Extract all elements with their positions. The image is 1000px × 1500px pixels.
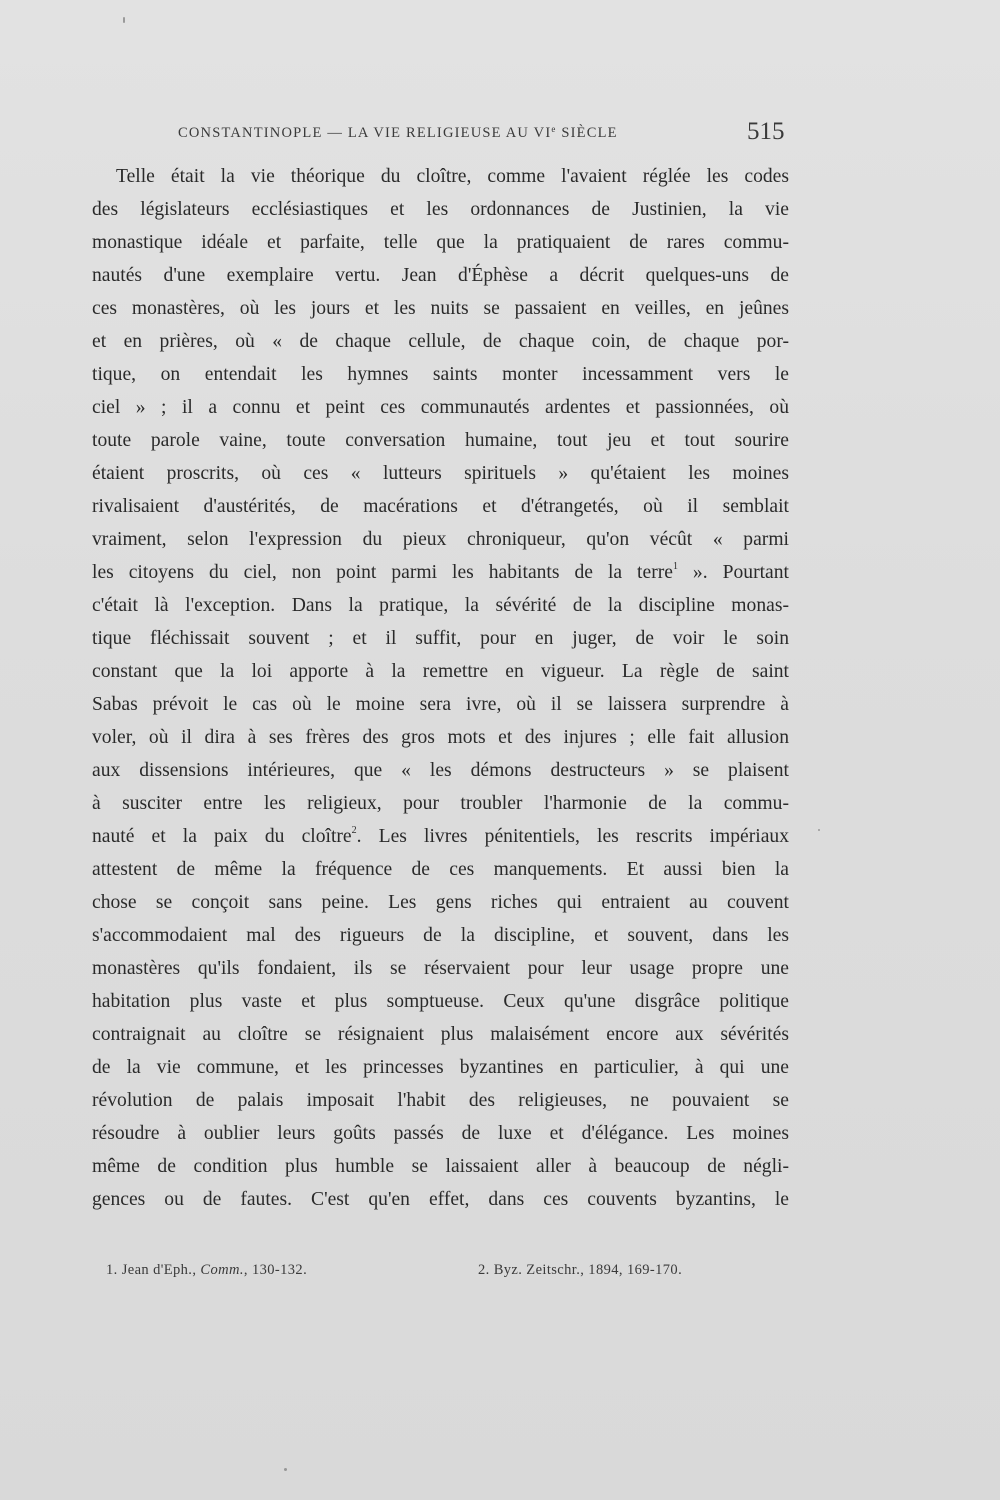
text-line-tail: ». Pourtant [677, 562, 789, 583]
text-line: attestent de même la fréquence de ces manquements. Et aussi bien la [92, 859, 789, 880]
text-line-tail: . Les livres pénitentiels, les rescrits impériaux [356, 826, 789, 847]
text-line: habitation plus vaste et plus somptueuse. Ceux qu'une disgrâce politique [92, 991, 789, 1012]
text-line: ciel » ; il a connu et peint ces communautés ardentes et passionnées, où [92, 397, 789, 418]
paper-speck [123, 17, 125, 23]
text-line: étaient proscrits, où ces « lutteurs spirituels » qu'étaient les moines [92, 463, 789, 484]
footnote-1-prefix: 1. Jean d'Eph., [106, 1262, 201, 1278]
text-line: tique, on entendait les hymnes saints monter incessamment vers le [92, 364, 789, 385]
running-title [178, 124, 618, 142]
text-line: Sabas prévoit le cas où le moine sera ivre, où il se laissera surprendre à [92, 694, 789, 715]
footnote-2: 2. Byz. Zeitschr., 1894, 169-170. [478, 1262, 683, 1278]
body-text [92, 160, 789, 1216]
text-line: contraignait au cloître se résignaient plus malaisément encore aux sévérités [92, 1024, 789, 1045]
text-line: monastique idéale et parfaite, telle que la pratiquaient de rares commu- [92, 232, 789, 253]
text-line: chose se conçoit sans peine. Les gens riches qui entraient au couvent [92, 892, 789, 913]
text-line: et en prières, où « de chaque cellule, de chaque coin, de chaque por- [92, 331, 789, 352]
footnote-1 [106, 1262, 307, 1279]
running-title-prefix: CONSTANTINOPLE — LA VIE RELIGIEUSE AU VI [178, 125, 552, 141]
text-line-lead: nauté et la paix du cloître [92, 826, 352, 847]
footnote-marker-1: 1 [672, 561, 678, 572]
text-line: nautés d'une exemplaire vertu. Jean d'Éphèse a décrit quelques-uns de [92, 265, 789, 286]
running-title-superscript: e [551, 124, 557, 134]
text-line: c'était là l'exception. Dans la pratique, la sévérité de la discipline monas- [92, 595, 789, 616]
text-line: de la vie commune, et les princesses byzantines en particulier, à qui une [92, 1057, 789, 1078]
page-number: 515 [747, 118, 785, 145]
text-line: même de condition plus humble se laissaient aller à beaucoup de négli- [92, 1156, 789, 1177]
text-line: révolution de palais imposait l'habit des religieuses, ne pouvaient se [92, 1090, 789, 1111]
text-line-lead: les citoyens du ciel, non point parmi les habitants de la terre [92, 562, 673, 583]
footnote-1-suffix: , 130-132. [243, 1262, 308, 1278]
text-line: Telle était la vie théorique du cloître, comme l'avaient réglée les codes [116, 166, 789, 187]
text-line: s'accommodaient mal des rigueurs de la discipline, et souvent, dans les [92, 925, 789, 946]
paper-speck [818, 829, 820, 831]
text-line: voler, où il dira à ses frères des gros mots et des injures ; elle fait allusion [92, 727, 789, 748]
text-line: des législateurs ecclésiastiques et les ordonnances de Justinien, la vie [92, 199, 789, 220]
text-line-with-note-2 [92, 820, 789, 853]
text-line: tique fléchissait souvent ; et il suffit, pour en juger, de voir le soin [92, 628, 789, 649]
paper-speck [284, 1468, 287, 1471]
text-line: rivalisaient d'austérités, de macérations et d'étrangetés, où il semblait [92, 496, 789, 517]
text-line: à susciter entre les religieux, pour troubler l'harmonie de la commu- [92, 793, 789, 814]
text-line: constant que la loi apporte à la remettre en vigueur. La règle de saint [92, 661, 789, 682]
text-line-with-note-1 [92, 556, 789, 589]
text-line: résoudre à oublier leurs goûts passés de luxe et d'élégance. Les moines [92, 1123, 789, 1144]
text-line: gences ou de fautes. C'est qu'en effet, dans ces couvents byzantins, le [92, 1189, 789, 1210]
running-header [0, 118, 1000, 152]
text-line: vraiment, selon l'expression du pieux chroniqueur, qu'on vécût « parmi [92, 529, 789, 550]
text-line: aux dissensions intérieures, que « les démons destructeurs » se plaisent [92, 760, 789, 781]
footnote-marker-2: 2 [351, 825, 357, 836]
text-line: ces monastères, où les jours et les nuits se passaient en veilles, en jeûnes [92, 298, 789, 319]
footnotes [106, 1262, 746, 1286]
text-line: toute parole vaine, toute conversation humaine, tout jeu et tout sourire [92, 430, 789, 451]
footnote-1-italic: Comm. [200, 1262, 244, 1278]
text-line: monastères qu'ils fondaient, ils se réservaient pour leur usage propre une [92, 958, 789, 979]
running-title-suffix: SIÈCLE [556, 125, 618, 141]
